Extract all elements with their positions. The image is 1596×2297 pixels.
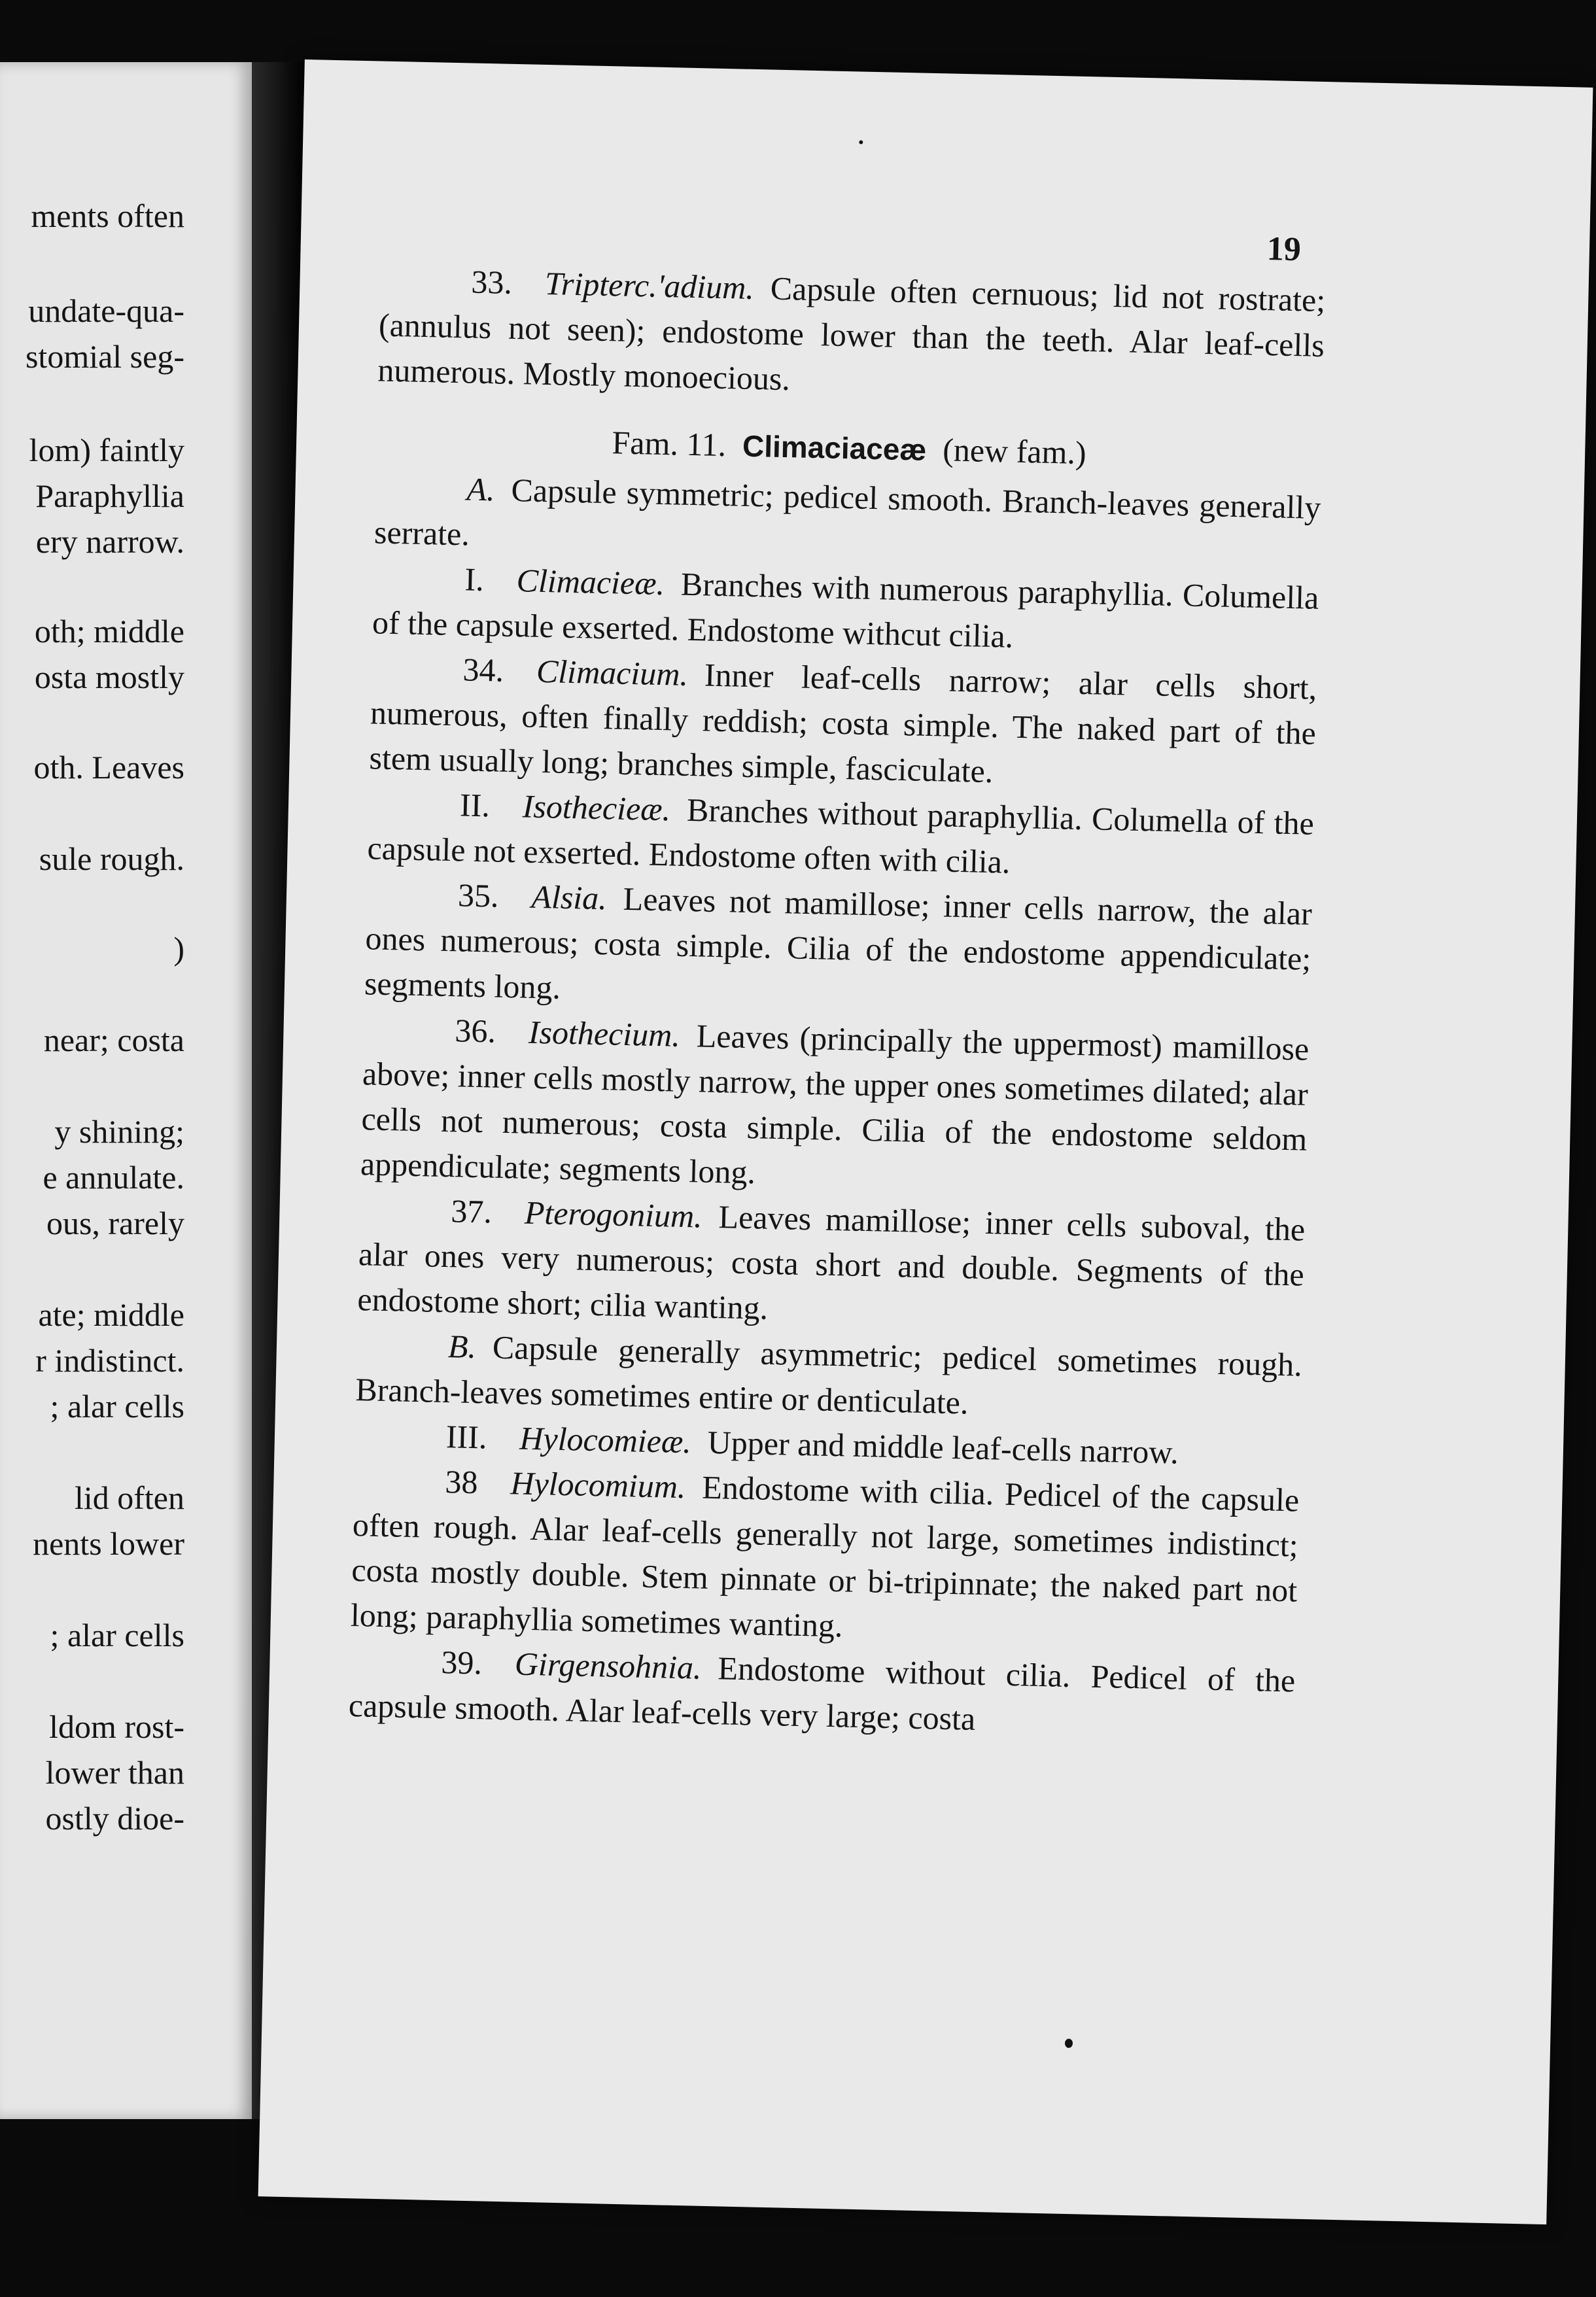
left-page-line: lower than xyxy=(45,1754,184,1791)
taxon-name: A. xyxy=(466,470,496,508)
description-text: Endostome without cilia. Pedicel of the capsule smooth. Alar leaf-cells very large; costa xyxy=(348,1649,1296,1737)
description-text: Branches without paraphyllia. Columella of the capsule not exserted. Endostome often with cilia. xyxy=(366,791,1315,880)
description-text: Capsule often cernuous; lid not rostrate; (annulus not seen); endostome lower than the teeth. Alar leaf-cells numerous. Mostly monoecious. xyxy=(377,269,1326,398)
entry-number: 37. xyxy=(450,1192,493,1230)
right-page xyxy=(258,60,1593,2224)
taxon-name: Alsia. xyxy=(530,878,608,917)
ink-speck xyxy=(1065,2039,1073,2048)
description-text: Capsule symmetric; pedicel smooth. Branch-leaves generally serrate. xyxy=(373,471,1321,553)
entry-number: 39. xyxy=(440,1644,483,1682)
description-text: Leaves not mamillose; inner cells narrow, the alar ones numerous; costa simple. Cilia of the endostome appendiculate; segments long. xyxy=(364,880,1313,1006)
description-text: Inner leaf-cells narrow; alar cells short, numerous, often finally reddish; costa simple. The naked part of the stem usually long; branches simple, fasciculate. xyxy=(369,656,1317,790)
taxon-name: Isothecium. xyxy=(528,1013,681,1054)
left-page-line: y shining; xyxy=(54,1113,184,1150)
left-page-fragment xyxy=(0,62,252,2119)
taxon-name: Climacium. xyxy=(536,652,689,693)
genus-paragraph xyxy=(377,257,1326,413)
entry-number: 34. xyxy=(462,651,504,689)
left-page-line: oth. Leaves xyxy=(33,749,184,786)
taxon-name: Tripterc.'adium. xyxy=(544,264,755,306)
entry-number: 38 xyxy=(444,1463,479,1501)
entry-number: 35. xyxy=(457,876,500,914)
left-page-line: near; costa xyxy=(43,1022,184,1058)
taxon-name: Isothecieæ. xyxy=(522,787,671,828)
left-page-line: Paraphyllia xyxy=(35,477,184,514)
description-text: Leaves mamillose; inner cells suboval, the alar ones very numerous; costa short and double. Segments of the endostome short; cilia wanting. xyxy=(356,1198,1306,1326)
description-text: Branches with numerous paraphyllia. Columella of the capsule exserted. Endostome withcut cilia. xyxy=(372,565,1319,655)
taxon-name: Climacieæ. xyxy=(516,562,665,602)
genus-paragraph xyxy=(360,1006,1310,1207)
page-number: 19 xyxy=(1266,230,1302,269)
entry-number: III. xyxy=(445,1418,488,1456)
left-page-line: ments often xyxy=(31,198,184,234)
taxon-name: Pterogonium. xyxy=(524,1194,703,1235)
entry-number: 36. xyxy=(454,1012,496,1050)
taxon-name: Hylocomium. xyxy=(510,1464,687,1506)
description-text: Upper and middle leaf-cells narrow. xyxy=(707,1423,1179,1471)
entry-number: 33. xyxy=(470,263,513,301)
genus-paragraph xyxy=(369,645,1317,801)
taxon-name: B. xyxy=(447,1328,477,1366)
taxon-name: Girgensohnia. xyxy=(514,1645,703,1686)
left-page-line: sule rough. xyxy=(39,840,184,877)
left-page-line: stomial seg- xyxy=(25,338,184,375)
genus-paragraph xyxy=(364,871,1312,1026)
family-number: Fam. 11. xyxy=(612,424,727,464)
left-page-line: osta mostly xyxy=(34,659,184,695)
family-name: Climaciaceæ xyxy=(742,428,927,467)
left-page-line: ous, rarely xyxy=(46,1205,184,1241)
left-page-line: lom) faintly xyxy=(29,432,184,468)
genus-paragraph xyxy=(357,1186,1306,1342)
left-page-line: oth; middle xyxy=(34,613,184,649)
left-page-line: ery narrow. xyxy=(35,523,184,560)
left-page-line: e annulate. xyxy=(43,1159,184,1196)
left-page-line: ) xyxy=(173,930,184,967)
family-note: (new fam.) xyxy=(942,431,1087,472)
left-page-line: ate; middle xyxy=(38,1296,184,1333)
description-text: Endostome with cilia. Pedicel of the capsule often rough. Alar leaf-cells generally not large, sometimes indistinct; costa mostly double. Stem pinnate or bi-tripinnate; the naked part not long; paraphyllia sometimes wanting. xyxy=(350,1468,1300,1644)
entry-number: I. xyxy=(464,561,485,598)
left-page-line: undate-qua- xyxy=(28,292,184,329)
description-text: Capsule generally asymmetric; pedicel sometimes rough. Branch-leaves sometimes entire or denticulate. xyxy=(355,1328,1303,1421)
left-page-line: r indistinct. xyxy=(35,1342,184,1379)
description-text: Leaves (principally the uppermost) mamillose above; inner cells mostly narrow, the upper ones sometimes dilated; alar cells not numerous; costa simple. Cilia of the endostome seldom appendiculate; segments long. xyxy=(360,1017,1310,1191)
left-page-line: ; alar cells xyxy=(50,1388,184,1425)
ink-speck xyxy=(859,140,863,144)
left-page-line: ldom rost- xyxy=(49,1708,184,1745)
left-page-line: ; alar cells xyxy=(50,1617,184,1653)
taxon-name: Hylocomieæ. xyxy=(519,1419,692,1460)
left-page-line: ostly dioe- xyxy=(45,1800,184,1837)
entry-number: II. xyxy=(459,786,491,824)
text-block xyxy=(348,257,1326,1748)
genus-paragraph xyxy=(350,1457,1300,1658)
left-page-line: lid often xyxy=(74,1479,184,1516)
left-page-line: nents lower xyxy=(33,1525,184,1562)
